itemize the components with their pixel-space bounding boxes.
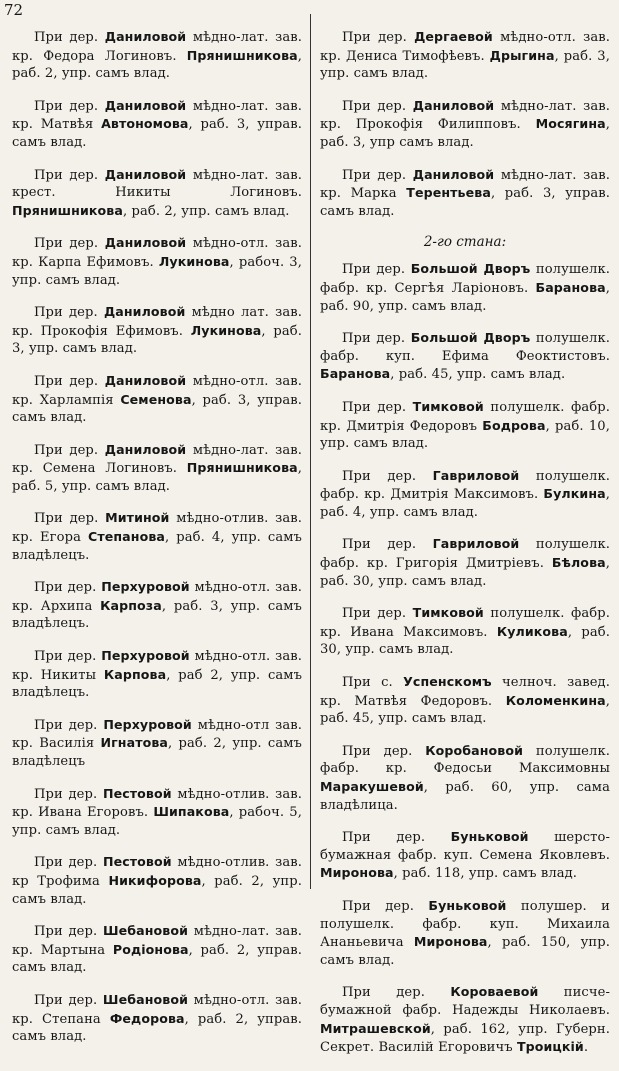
- entry-text: , раб. 60, упр. сама владѣлица.: [320, 780, 610, 813]
- place-name: Даниловой: [104, 441, 187, 457]
- entry-text: мѣдно-отл. зав. кр. Архипа: [12, 580, 302, 614]
- entry-text: полушелк. фабр. кр. Федосьи Максимовны: [320, 743, 610, 777]
- owner-name: Дрыгина: [489, 47, 555, 63]
- owner-name: Карпова: [103, 666, 167, 682]
- entry-text: При дер.: [342, 262, 411, 278]
- place-name: Митиной: [105, 510, 170, 526]
- entry-text: мѣдно-отлив. зав. кр Трофима: [12, 855, 302, 889]
- entry-text: При дер.: [34, 511, 106, 527]
- entry: [320, 897, 610, 969]
- entry-text: полушелк. фабр. кр. Ивана Максимовъ.: [320, 606, 611, 640]
- entry-text: полушелк. фабр. кр. Дмитрія Максимовъ.: [320, 468, 610, 503]
- entry-text: мѣдно-отлив. зав. кр. Ивана Егоровъ.: [12, 786, 302, 821]
- place-name: Перхуровой: [103, 716, 192, 732]
- entry: [320, 673, 610, 728]
- entry-text: При дер.: [342, 606, 413, 622]
- entry-text: мѣдно-лат. зав. кр. Марка: [320, 167, 610, 202]
- owner-name: Троицкій: [516, 1039, 584, 1055]
- entry-text: При дер.: [342, 98, 413, 114]
- entry: [320, 329, 610, 384]
- entry-text: При дер.: [342, 537, 433, 553]
- entry: [320, 28, 610, 83]
- owner-name: Бодрова: [482, 417, 546, 433]
- entry-text: При дер.: [34, 580, 102, 596]
- entry-text: , раб. 2, управ. самъ влад.: [12, 942, 302, 976]
- entry-text: мѣдно лат. зав. кр. Прокофія Ефимовъ.: [12, 305, 302, 339]
- place-name: Пестовой: [102, 854, 172, 870]
- entry-text: , раб. 2, упр. самъ влад.: [12, 873, 302, 907]
- place-name: Даниловой: [104, 97, 187, 113]
- entry: [12, 441, 302, 496]
- entry-text: полушелк. фабр. кр. Григорія Дмитріевъ.: [320, 537, 610, 572]
- entry-text: полушелк. фабр. куп. Ефима Феоктистовъ.: [320, 331, 610, 364]
- place-name: Гавриловой: [432, 467, 520, 483]
- entry: [320, 604, 610, 659]
- owner-name: Родіонова: [112, 941, 189, 957]
- place-name: Буньковой: [450, 829, 529, 845]
- entry-text: , раб. 10, упр. самъ влад.: [320, 418, 610, 452]
- place-name: Гавриловой: [432, 536, 520, 552]
- entry-text: , раб. 3, управ. самъ влад.: [12, 392, 302, 426]
- owner-name: Игнатова: [100, 735, 169, 751]
- entry-text: полушер. и полушелк. фабр. куп. Михаила Ананьевича: [320, 898, 611, 951]
- entry-text: , раб. 2, упр. самъ влад.: [12, 48, 302, 82]
- entry-text: При дер.: [342, 399, 413, 415]
- entry-text: При дер.: [34, 649, 102, 665]
- place-name: Перхуровой: [101, 648, 190, 664]
- place-name: Тимковой: [412, 605, 484, 621]
- entry: [320, 166, 610, 221]
- place-name: Шебановой: [102, 991, 188, 1007]
- entry-text: При дер.: [342, 985, 451, 1001]
- entry: [12, 716, 302, 771]
- owner-name: Булкина: [543, 486, 606, 502]
- entry: [12, 28, 302, 83]
- entry-text: , раб. 30, упр. самъ влад.: [320, 624, 610, 658]
- entry-text: мѣдно-отл. зав. кр. Карпа Ефимовъ.: [12, 236, 302, 270]
- owner-name: Степанова: [88, 529, 166, 545]
- entry-text: полушелк. фабр. кр. Дмитрія Федоровъ: [320, 399, 611, 434]
- entry-text: , раб. 45, упр. самъ влад.: [320, 693, 610, 727]
- entry-text: мѣдно-лат. зав. кр. Федора Логиновъ.: [12, 30, 302, 64]
- entry-text: , рабоч. 3, упр. самъ влад.: [12, 254, 302, 288]
- entry-text: , раб. 5, упр. самъ влад.: [12, 461, 302, 494]
- place-name: Даниловой: [104, 29, 187, 44]
- place-name: Перхуровой: [101, 579, 190, 595]
- entry-text: При дер.: [342, 830, 451, 846]
- place-name: Даниловой: [104, 166, 187, 182]
- owner-name: Карпоза: [100, 597, 162, 613]
- entry-text: , раб. 30, упр. самъ влад.: [320, 556, 610, 589]
- place-name: Даниловой: [104, 235, 187, 251]
- entry-text: челноч. завед. кр. Матвѣя Федоровъ.: [320, 675, 610, 709]
- entry-text: При дер.: [34, 992, 103, 1008]
- entry: [12, 785, 302, 840]
- entry-text: , раб. 45, упр. самъ влад.: [390, 367, 566, 383]
- entry-text: , раб. 3, упр. самъ владѣлецъ.: [12, 598, 302, 632]
- entry-text: , раб. 3, упр. самъ влад.: [320, 48, 610, 82]
- entry: [320, 97, 610, 152]
- place-name: Буньковой: [428, 897, 507, 913]
- entry-text: При с.: [342, 675, 404, 691]
- owner-name: Миронова: [320, 865, 394, 881]
- owner-name: Никифорова: [108, 872, 202, 888]
- entry-text: мѣдно-отл зав. кр. Василія: [12, 717, 302, 752]
- entry-text: мѣдно-отлив. зав. кр. Егора: [12, 511, 302, 546]
- entry-text: .: [583, 1040, 589, 1056]
- page-number: 72: [4, 1, 24, 19]
- entry: [12, 991, 302, 1046]
- entry-text: писче-бумажной фабр. Надежды Николаевъ.: [320, 985, 610, 1018]
- place-name: Большой Дворъ: [410, 330, 531, 346]
- owner-name: Семенова: [120, 391, 192, 407]
- owner-name: Прянишникова: [186, 47, 298, 63]
- entry-text: , рабоч. 5, упр. самъ влад.: [12, 805, 302, 838]
- place-name: Шебановой: [102, 923, 189, 939]
- entry-text: , раб. 3, управ. самъ влад.: [12, 117, 302, 150]
- entry-text: При дер.: [342, 743, 426, 759]
- entry-text: , раб. 4, упр. самъ влад.: [320, 487, 610, 520]
- entry-text: При дер.: [34, 236, 105, 252]
- entry: [320, 828, 610, 883]
- entry: [12, 922, 302, 977]
- entry-text: , раб. 4, упр. самъ владѣлецъ.: [12, 530, 302, 563]
- owner-name: Маракушевой: [320, 779, 424, 794]
- owner-name: Мосягина: [535, 116, 606, 132]
- entry-text: При дер.: [34, 717, 104, 733]
- entry-text: При дер.: [34, 167, 105, 183]
- entry-text: , раб. 150, упр. самъ влад.: [320, 935, 610, 968]
- place-name: Пестовой: [102, 785, 172, 801]
- owner-name: Бѣлова: [551, 555, 606, 571]
- owner-name: Куликова: [496, 623, 568, 639]
- entry-text: мѣдно-лат. зав. кр. Мартына: [12, 924, 302, 958]
- entry: [12, 372, 302, 427]
- entry-text: мѣдно-отл. зав. кр. Никиты: [12, 649, 302, 683]
- owner-name: Лукинова: [158, 253, 230, 269]
- owner-name: Баранова: [535, 279, 606, 295]
- place-name: Короваевой: [450, 984, 539, 1000]
- entry-text: мѣдно-отл. зав. кр. Харлампія: [12, 373, 302, 408]
- entry-text: мѣдно-лат. зав. крест. Никиты Логиновъ.: [12, 167, 302, 201]
- place-name: Успенскомъ: [403, 674, 492, 690]
- owner-name: Миронова: [413, 934, 488, 950]
- owner-name: Терентьева: [406, 185, 491, 201]
- entry: [12, 509, 302, 564]
- section-heading: 2-го стана:: [423, 234, 507, 251]
- place-name: Коробановой: [425, 742, 524, 758]
- entry-text: При дер.: [342, 167, 413, 183]
- entry-text: , раб. 118, упр. самъ влад.: [393, 866, 578, 882]
- entry-text: При дер.: [34, 786, 103, 802]
- owner-name: Федорова: [109, 1010, 185, 1026]
- entry: [12, 647, 302, 702]
- entry-text: , раб. 2, упр. самъ владѣлецъ: [12, 736, 302, 769]
- owner-name: Коломенкина: [505, 692, 606, 708]
- entry-text: При дер.: [342, 468, 433, 484]
- entry-text: шерсто-бумажная фабр. куп. Семена Яковлевъ.: [320, 830, 610, 863]
- entry: [320, 742, 610, 814]
- entry: [320, 398, 610, 453]
- entry-text: При дер.: [34, 98, 105, 114]
- entry: [12, 97, 302, 152]
- owner-name: Прянишникова: [12, 202, 123, 218]
- entry-text: мѣдно-лат. зав. кр. Семена Логиновъ.: [12, 442, 302, 477]
- entry: [12, 234, 302, 289]
- entry-text: полушелк. фабр. кр. Сергѣя Ларіоновъ.: [320, 262, 610, 296]
- place-name: Дергаевой: [414, 29, 493, 44]
- entry-text: , раб. 162, упр. Губерн. Секрет. Василій Егоровичъ: [320, 1021, 610, 1056]
- entry: [320, 260, 610, 315]
- entry-text: мѣдно-лат. зав. кр. Матвѣя: [12, 98, 302, 133]
- entry: [12, 166, 302, 221]
- entry-text: При дер.: [34, 924, 103, 940]
- place-name: Даниловой: [412, 97, 495, 113]
- owner-name: Автономова: [101, 116, 189, 132]
- place-name: Даниловой: [412, 166, 495, 182]
- entry-text: , раб. 3, упр. самъ влад.: [12, 323, 302, 357]
- entry-text: При дер.: [34, 855, 103, 871]
- entry-text: , раб. 90, упр. самъ влад.: [320, 280, 610, 314]
- owner-name: Митрашевской: [320, 1020, 431, 1036]
- entry-text: При дер.: [342, 898, 429, 914]
- entry: [320, 535, 610, 590]
- entry-text: мѣдно-отл. зав. кр. Степана: [12, 992, 302, 1027]
- entry-text: , раб. 3, управ. самъ влад.: [320, 186, 610, 219]
- owner-name: Лукинова: [190, 322, 262, 338]
- entry: [12, 578, 302, 633]
- owner-name: Прянишникова: [186, 460, 298, 476]
- entry-text: , раб. 2, управ. самъ влад.: [12, 1011, 302, 1045]
- entry-text: , раб. 2, упр. самъ влад.: [122, 203, 290, 219]
- entry: [12, 303, 302, 358]
- entry-text: , раб 2, упр. самъ владѣлецъ.: [12, 667, 303, 701]
- right-column: [320, 28, 610, 1071]
- left-column: [12, 28, 302, 1060]
- entry-text: При дер.: [34, 373, 105, 389]
- owner-name: Шипакова: [153, 804, 230, 820]
- entry-text: При дер.: [342, 30, 415, 45]
- entry: [320, 983, 610, 1056]
- place-name: Даниловой: [103, 304, 186, 320]
- place-name: Даниловой: [104, 372, 187, 388]
- entry: [12, 853, 302, 908]
- entry-text: , раб. 3, упр самъ влад.: [320, 117, 610, 150]
- entry-text: При дер.: [342, 331, 411, 347]
- entry-text: При дер.: [34, 305, 104, 321]
- owner-name: Баранова: [320, 366, 391, 382]
- place-name: Тимковой: [412, 398, 484, 414]
- place-name: Большой Дворъ: [410, 261, 531, 277]
- entry: [320, 467, 610, 522]
- entry-text: При дер.: [34, 442, 105, 458]
- entry-text: мѣдно-отл. зав. кр. Дениса Тимофѣевъ.: [320, 30, 610, 64]
- column-divider: [310, 14, 311, 889]
- entry-text: мѣдно-лат. зав. кр. Прокофія Филипповъ.: [320, 98, 610, 133]
- entry-text: При дер.: [34, 30, 105, 45]
